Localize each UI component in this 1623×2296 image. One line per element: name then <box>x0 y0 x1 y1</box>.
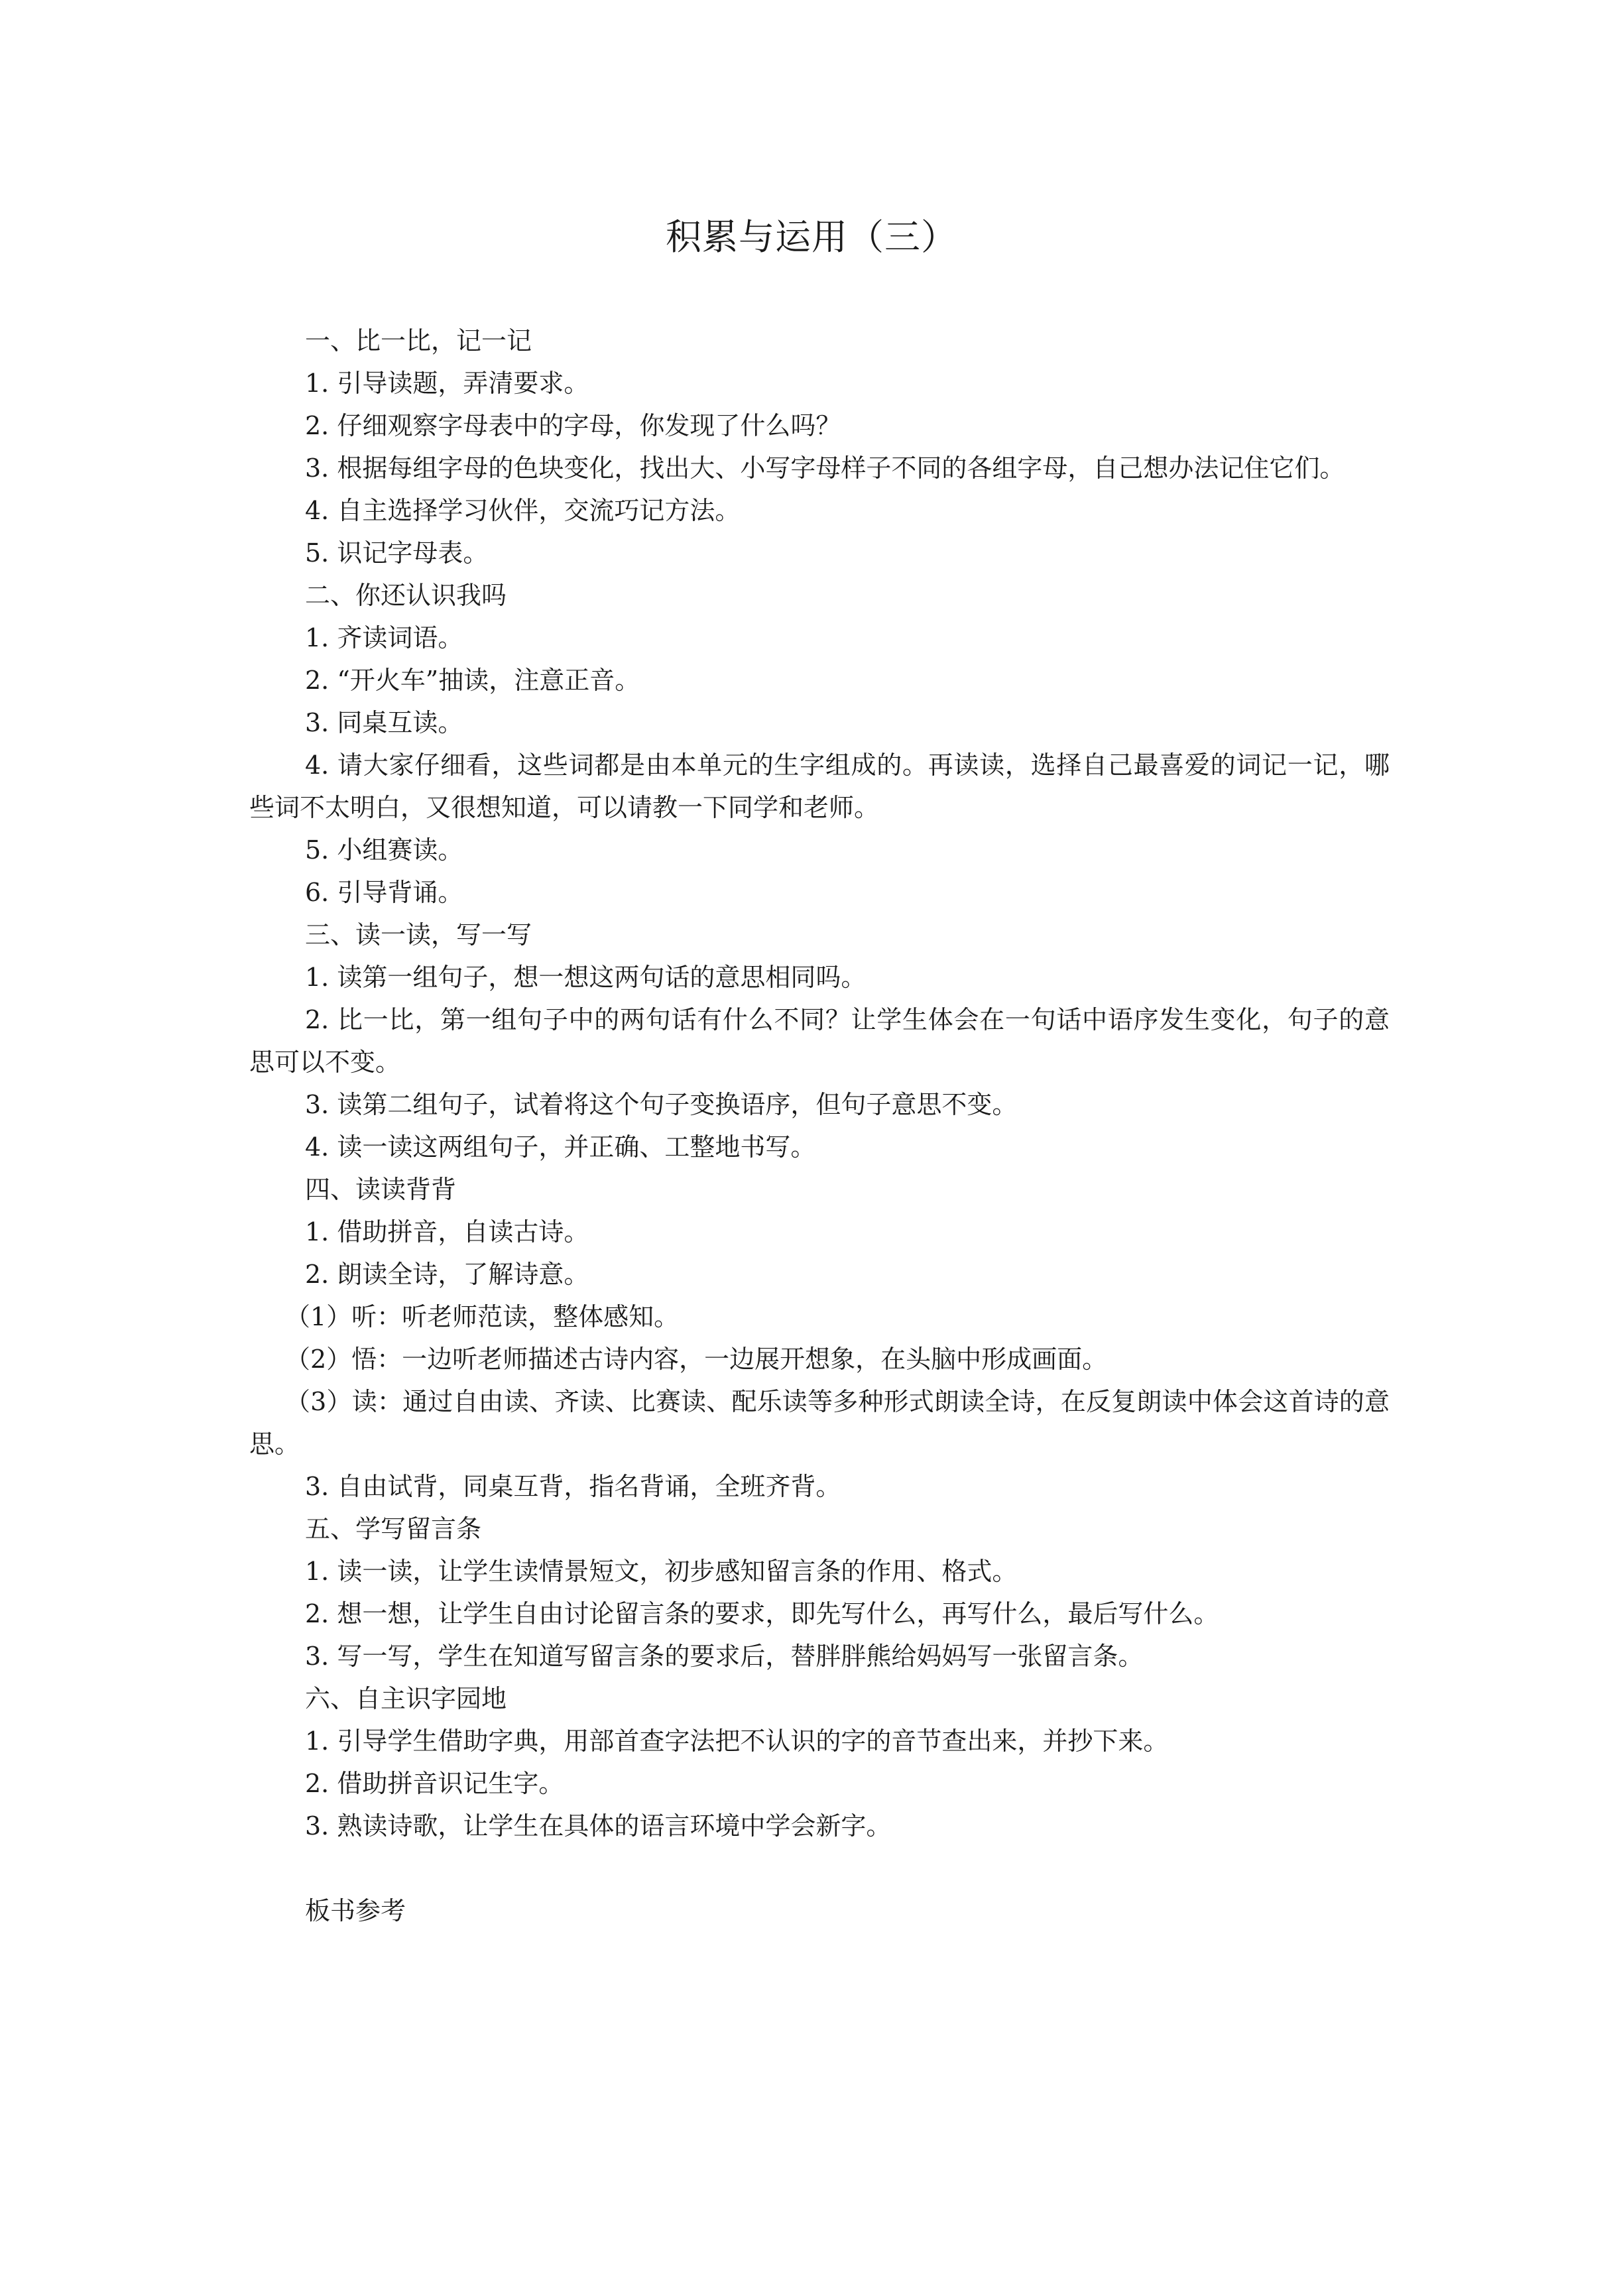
section-heading-2: 二、你还认识我吗 <box>305 581 507 610</box>
list-item: 1. 读第一组句子，想一想这两句话的意思相同吗。 <box>305 963 867 992</box>
section-heading-4: 四、读读背背 <box>305 1175 457 1204</box>
list-item: 1. 读一读，让学生读情景短文，初步感知留言条的作用、格式。 <box>305 1557 1018 1586</box>
list-item: 3. 根据每组字母的色块变化，找出大、小写字母样子不同的各组字母，自己想办法记住它们。 <box>305 453 1345 483</box>
list-item: 2. 借助拼音识记生字。 <box>305 1769 564 1798</box>
list-item: 1. 引导读题，弄清要求。 <box>305 369 589 398</box>
list-item: 3. 自由试背，同桌互背，指名背诵，全班齐背。 <box>305 1472 841 1501</box>
sub-list-item: （1）听：听老师范读，整体感知。 <box>285 1302 680 1331</box>
list-item: 2. 比一比，第一组句子中的两句话有什么不同？让学生体会在一句话中语序发生变化，句子的意思可以不变。 <box>249 1005 1390 1077</box>
list-item: 4. 读一读这两组句子，并正确、工整地书写。 <box>305 1132 816 1162</box>
sub-list-item: （3）读：通过自由读、齐读、比赛读、配乐读等多种形式朗读全诗，在反复朗读中体会这首诗的意思。 <box>249 1387 1390 1459</box>
spacer <box>249 1847 1390 1890</box>
list-item: 2. 想一想，让学生自由讨论留言条的要求，即先写什么，再写什么，最后写什么。 <box>305 1599 1219 1628</box>
list-item: 1. 借助拼音，自读古诗。 <box>305 1217 589 1246</box>
list-item: 3. 熟读诗歌，让学生在具体的语言环境中学会新字。 <box>305 1811 892 1841</box>
list-item: 3. 读第二组句子，试着将这个句子变换语序，但句子意思不变。 <box>305 1090 1018 1119</box>
document-body <box>249 320 1390 1932</box>
list-item: 6. 引导背诵。 <box>305 878 463 907</box>
section-heading-3: 三、读一读，写一写 <box>305 920 532 949</box>
board-reference-label: 板书参考 <box>305 1896 406 1925</box>
list-item: 4. 请大家仔细看，这些词都是由本单元的生字组成的。再读读，选择自己最喜爱的词记一记，哪些词不太明白，又很想知道，可以请教一下同学和老师。 <box>249 751 1390 822</box>
list-item: 2. 仔细观察字母表中的字母，你发现了什么吗？ <box>305 411 841 440</box>
section-heading-5: 五、学写留言条 <box>305 1514 482 1543</box>
list-item: 1. 齐读词语。 <box>305 623 463 652</box>
page-title: 积累与运用（三） <box>666 216 957 258</box>
list-item: 2. “开火车”抽读，注意正音。 <box>305 666 640 695</box>
list-item: 3. 同桌互读。 <box>305 708 463 737</box>
list-item: 3. 写一写，学生在知道写留言条的要求后，替胖胖熊给妈妈写一张留言条。 <box>305 1642 1144 1671</box>
list-item: 4. 自主选择学习伙伴，交流巧记方法。 <box>305 496 741 525</box>
section-heading-1: 一、比一比，记一记 <box>305 326 532 355</box>
list-item: 1. 引导学生借助字典，用部首查字法把不认识的字的音节查出来，并抄下来。 <box>305 1726 1169 1756</box>
list-item: 5. 小组赛读。 <box>305 835 463 865</box>
list-item: 5. 识记字母表。 <box>305 538 489 568</box>
section-heading-6: 六、自主识字园地 <box>305 1684 507 1713</box>
list-item: 2. 朗读全诗，了解诗意。 <box>305 1260 589 1289</box>
sub-list-item: （2）悟：一边听老师描述古诗内容，一边展开想象，在头脑中形成画面。 <box>285 1345 1108 1374</box>
